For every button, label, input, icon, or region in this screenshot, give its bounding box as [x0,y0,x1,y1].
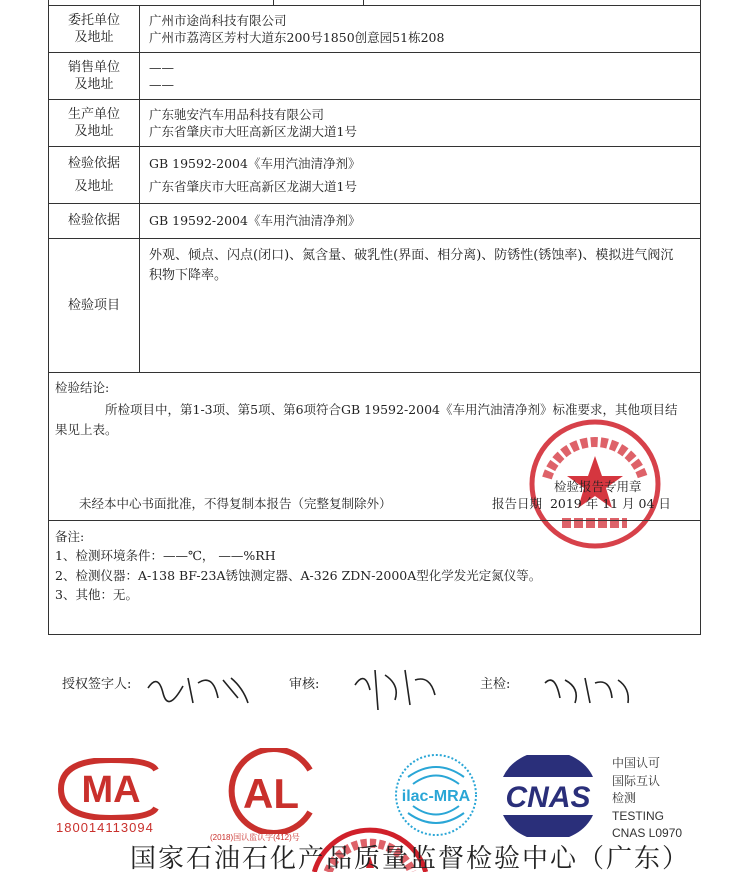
label: 检验项目 [67,298,120,313]
label: 及地址 [74,179,114,194]
report-table [48,0,701,635]
value: 广州市荔湾区芳村大道东200号1850创意园51栋208 [149,30,445,45]
label: 检验依据 [67,156,120,171]
authorized-signatory-label: 授权签字人: [62,677,132,692]
remarks-title: 备注: [55,529,85,544]
label: 生产单位 [67,107,120,122]
label: 委托单位 [67,13,120,28]
label: 及地址 [74,30,114,45]
label: 销售单位 [67,60,120,75]
value: 广州市途尚科技有限公司 [149,13,287,28]
value: —— [149,60,174,75]
report-date: 报告日期 2019 年 11 月 04 日 [492,496,671,511]
remark-item: 3、其他：无。 [55,587,138,602]
cnas-line: TESTING [612,808,665,823]
signature-authorized [143,668,253,708]
cma-number: 180014113094 [56,820,154,835]
label: 及地址 [74,77,114,92]
cnas-line: CNAS L0970 [612,826,683,840]
value: 广东省肇庆市大旺高新区龙湖大道1号 [149,179,357,194]
remark-item: 1、检测环境条件：——℃， ——%RH [55,548,276,563]
conclusion-text: 果见上表。 [55,422,118,437]
cnas-line: 检测 [612,791,637,805]
signature-reviewer [350,660,440,715]
chief-inspector-label: 主检: [480,677,511,692]
footer-title: 国家石油石化产品质量监督检验中心（广东） [130,844,691,874]
value: 广东驰安汽车用品科技有限公司 [149,107,325,122]
value: 积物下降率。 [149,268,228,283]
seal-label: 检验报告专用章 [554,479,642,494]
remark-item: 2、检测仪器：A-138 BF-23A锈蚀测定器、A-326 ZDN-2000A型化学发光定氮仪等。 [55,568,542,583]
cal-number: (2018)国认监认字(412)号 [210,833,300,842]
cnas-line: 国际互认 [612,773,661,788]
cnas-text: CNAS [505,781,591,814]
ilac-text: ilac-MRA [401,788,471,805]
conclusion-text: 所检项目中，第1-3项、第5项、第6项符合GB 19592-2004《车用汽油清净剂》标准要求，其他项目结 [105,402,678,417]
label: 检验依据 [67,213,120,228]
cnas-line: 中国认可 [612,756,661,770]
label: 及地址 [74,124,114,139]
value: GB 19592-2004《车用汽油清净剂》 [149,213,361,228]
signature-chief [540,668,635,708]
value: 外观、倾点、闪点(闭口)、氮含量、破乳性(界面、相分离)、防锈性(锈蚀率)、模拟进气阀沉 [149,248,674,263]
value: 广东省肇庆市大旺高新区龙湖大道1号 [149,124,357,139]
value: GB 19592-2004《车用汽油清净剂》 [149,156,361,171]
cal-text: AL [243,770,299,817]
reviewer-label: 审核: [289,677,320,692]
copy-notice: 未经本中心书面批准，不得复制本报告（完整复制除外） [79,496,392,511]
value: —— [149,77,174,92]
conclusion-title: 检验结论: [55,380,110,395]
cma-text: MA [81,769,141,811]
